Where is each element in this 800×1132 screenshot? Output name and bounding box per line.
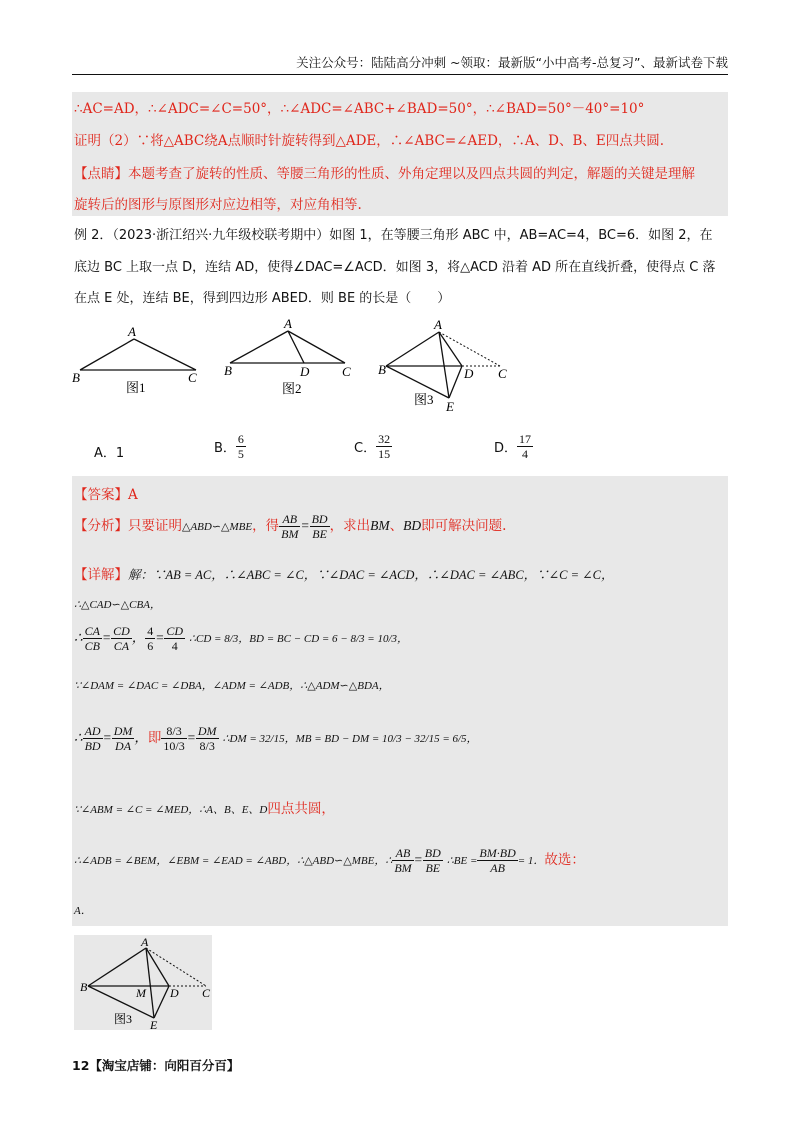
tip-line-2: 旋转后的图形与原图形对应边相等，对应角相等.: [74, 197, 362, 213]
detail-line-1: 【详解】解：∵AB = AC，∴∠ABC = ∠C，∵∠DAC = ∠ACD，∴∠DAC = ∠ABC，∵∠C = ∠C，: [74, 567, 614, 583]
detail-line-4: ∵∠DAM = ∠DAC = ∠DBA，∠ADM = ∠ADB，∴△ADM∽△BDA，: [74, 680, 390, 692]
option-a: A．1: [94, 446, 125, 461]
detail-line-8: A．: [74, 905, 92, 917]
solution-figure: [74, 935, 212, 1030]
page-number: 12: [72, 1058, 90, 1073]
figure-2: [220, 318, 360, 400]
example-line-2: 底边 BC 上取一点 D，连结 AD，使得∠DAC=∠ACD．如图 3，将△ACD 沿着 AD 所在直线折叠，使得点 C 落: [74, 260, 716, 275]
tip-tag: 【点睛】: [74, 166, 128, 182]
fig1-label-b: B: [72, 370, 80, 385]
detail-line-7: ∴∠ADB = ∠BEM，∠EBM = ∠EAD = ∠ABD，∴△ABD∽△MBE，∴ $\frac{AB}{BM}$ = $\frac{BD}{BE}$ ∴BE = $\frac{BM\cdot BD}{AB}$ = 1．故选：: [74, 846, 585, 875]
sol-fig-label-e: E: [150, 1018, 158, 1030]
fig1-label-a: A: [128, 324, 136, 339]
figure-1: [70, 320, 210, 400]
sol-fig-label-d: D: [170, 986, 179, 1000]
fig1-label-c: C: [188, 370, 197, 385]
fig3-label-d: D: [464, 366, 474, 381]
option-c: C． $\frac{32}{15}$: [354, 432, 391, 461]
sol-fig-caption: 图3: [114, 1012, 133, 1026]
fig3-label-c: C: [498, 366, 507, 381]
detail-line-6: ∵∠ABM = ∠C = ∠MED，∴A、B、E、D四点共圆，: [74, 801, 335, 817]
prev-line-1: ∴AC=AD，∴∠ADC=∠C=50°，∴∠ADC=∠ABC+∠BAD=50°，∴∠BAD=50°－40°=10°: [74, 101, 645, 117]
prev-line-2: 证明（2）∵将△ABC绕A点顺时针旋转得到△ADE，∴∠ABC=∠AED，∴A、D、B、E四点共圆.: [74, 133, 665, 149]
detail-line-3: ∴ $\frac{CA}{CB}$ = $\frac{CD}{CA}$ ， $\frac{4}{6}$ = $\frac{CD}{4}$ ∴CD = 8/3，BD = BC − CD = 6 − 8/3 = 10/3，: [74, 624, 409, 653]
detail-line-2: ∴△CAD∽△CBA，: [74, 599, 161, 611]
sol-fig-label-c: C: [202, 986, 211, 1000]
sol-fig-label-m: M: [136, 986, 146, 1000]
fig2-label-c: C: [342, 364, 351, 379]
fig2-label-b: B: [224, 363, 232, 378]
page-footer: [72, 1056, 239, 1074]
answer-value: A: [128, 487, 138, 503]
shop-name: 【淘宝店铺：向阳百分百】: [89, 1058, 240, 1073]
sol-fig-label-b: B: [80, 980, 88, 994]
detail-line-5: ∴ $\frac{AD}{BD}$ = $\frac{DM}{DA}$ ，即 $\frac{8/3}{10/3}$ = $\frac{DM}{8/3}$ ∴DM = 32/15，MB = BD − DM = 10/3 − 32/15 = 6/5，: [74, 724, 478, 753]
option-d: D． $\frac{17}{4}$: [494, 432, 532, 461]
sol-fig-label-a: A: [141, 935, 149, 949]
page-header: 关注公众号：陆陆高分冲刺 ~领取：最新版“小中高考-总复习”、最新试卷下载: [72, 52, 728, 75]
example-line-3: 在点 E 处，连结 BE，得到四边形 ABED．则 BE 的长是（ ）: [74, 291, 451, 306]
analysis-line: 【分析】只要证明△ABD∽△MBE，得 $\frac{AB}{BM}$ = $\frac{BD}{BE}$ ，求出BM、BD即可解决问题.: [74, 512, 507, 541]
option-b: B． $\frac{6}{5}$: [214, 432, 244, 461]
figure-3: [372, 318, 522, 416]
example-line-1: 例 2．（2023·浙江绍兴·九年级校联考期中）如图 1，在等腰三角形 ABC 中，AB=AC=4，BC=6．如图 2，在: [74, 228, 713, 243]
tip-text: 本题考查了旋转的性质、等腰三角形的性质、外角定理以及四点共圆的判定，解题的关键是理解: [128, 166, 695, 182]
fig1-caption: 图1: [126, 380, 146, 395]
fig2-caption: 图2: [282, 381, 302, 396]
fig2-label-d: D: [300, 364, 310, 379]
fig3-caption: 图3: [414, 392, 434, 407]
tip-line-1: [74, 162, 695, 182]
answer-tag: 【答案】: [74, 487, 128, 503]
fig3-label-e: E: [446, 399, 454, 414]
fig3-label-b: B: [378, 362, 386, 377]
fig3-label-a: A: [434, 318, 442, 332]
answer-line: [74, 483, 138, 503]
fig2-label-a: A: [284, 318, 292, 331]
